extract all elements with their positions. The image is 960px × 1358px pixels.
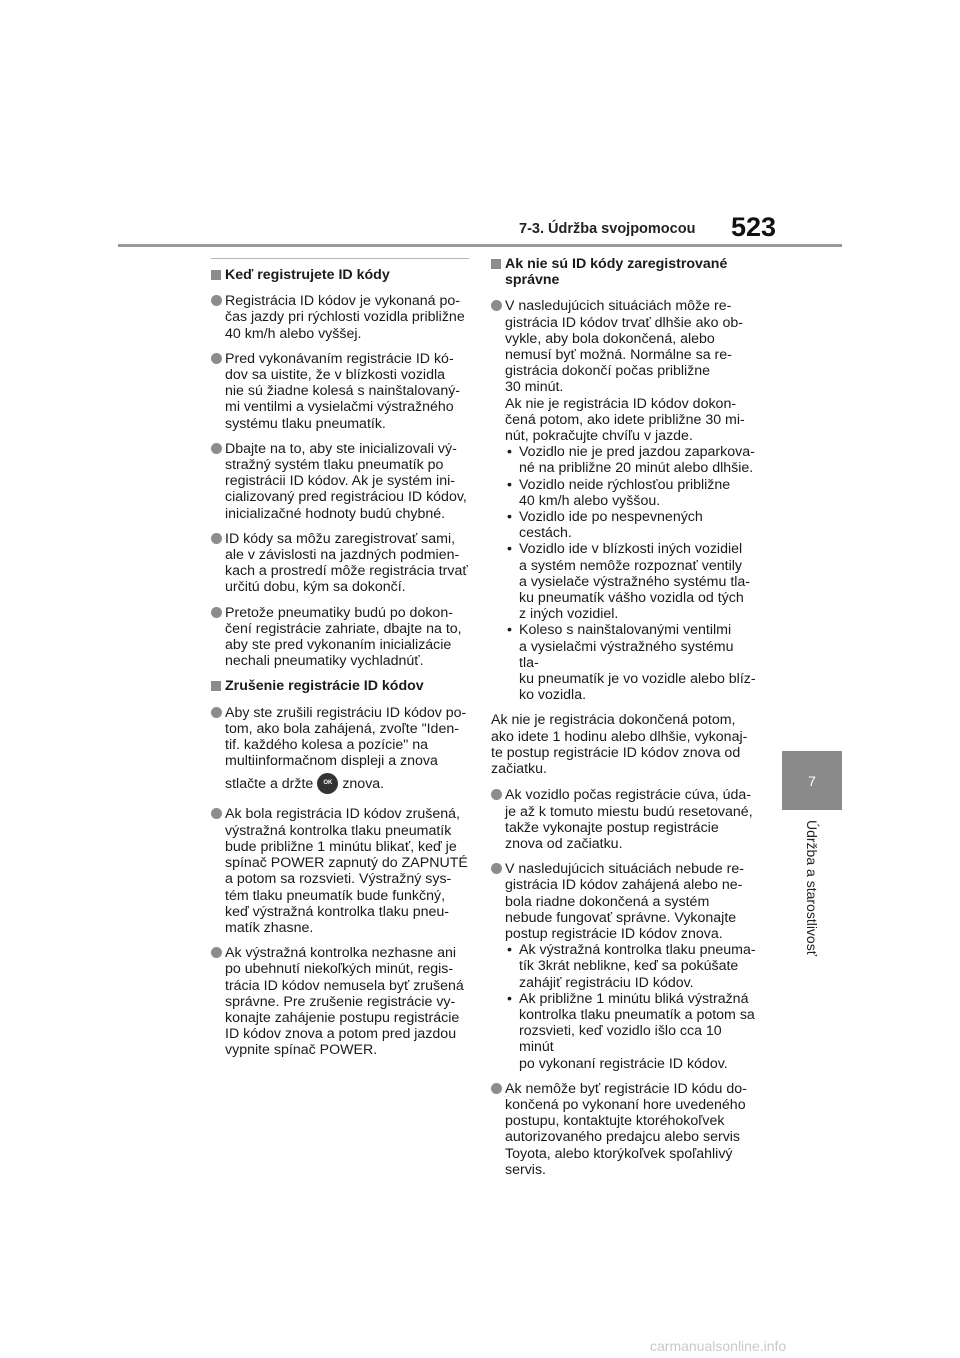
text-line: 40 km/h alebo vyššej. [225,325,362,342]
text-line: ku pneumatík vášho vozidla od tých [519,590,744,607]
section-header-title: 7-3. Údržba svojpomocou [519,221,696,237]
text-line: • Vozidlo ide po nespevnených cestách. [519,509,703,542]
text-line: registrácii ID kódov. Ak je systém ini- [225,473,455,490]
list-item [211,605,469,670]
text-line: nemusí byť možná. Normálne sa re- [505,347,732,364]
chapter-title: Údržba a starostlivosť [804,820,820,956]
text-line: • Ak výstražná kontrolka tlaku pneuma- [519,942,756,959]
text-line: inicializačné hodnoty budú chybné. [225,505,446,522]
text-line: čas jazdy pri rýchlosti vozidla približne [225,309,465,326]
chapter-number: 7 [808,772,816,789]
text-line: 30 minút. [505,379,564,396]
text-line: Ak nie je registrácia dokončená potom, [491,712,736,729]
text-line: znova od začiatku. [505,835,623,852]
text-line: gistrácia ID kódov zahájená alebo ne- [505,877,743,894]
bullet-item [505,509,757,541]
text-line: • Ak približne 1 minútu bliká výstražná [519,990,749,1007]
bullet-item [505,541,757,622]
text-line: aby ste pred vykonaním inicializácie [225,637,452,654]
section-items [211,806,469,1058]
list-item [211,293,469,342]
list-item [211,806,469,936]
text-line: tif. každého kolesa a pozície" na [225,737,428,754]
text-line: Ak vozidlo počas registrácie cúva, úda- [505,787,752,804]
list-item [211,351,469,432]
column-top-divider [211,258,469,259]
item-text [225,705,469,770]
text-line: začiatku. [491,761,547,778]
text-line: dov sa uistite, že v blízkosti vozidla [225,367,446,384]
text-line: nechali pneumatiky vychladnúť. [225,653,424,670]
item-text [505,298,757,444]
text-line: matík zhasne. [225,919,314,936]
text-line: tík 3krát neblikne, keď sa pokúšate [519,958,739,975]
text-line: ku pneumatík je vo vozidle alebo blíz- [519,671,756,688]
text-line: spínač POWER zapnutý do ZAPNUTÉ [225,855,468,872]
text-line: • Koleso s nainštalovanými ventilmi [519,622,732,639]
right-column [491,256,757,1187]
text-line: gistrácia dokončí počas približne [505,363,711,380]
list-item [491,298,757,703]
list-item [491,787,757,852]
text-line: určitú dobu, kým sa dokončí. [225,579,406,596]
header-divider [118,244,842,247]
text-line: nie sú žiadne kolesá s nainštalovaný- [225,383,461,400]
text-line: je až k tomuto miestu budú resetované, [505,803,753,820]
text-line: ko vozidla. [519,687,587,704]
bullet-list [505,444,757,703]
text-line: Registrácia ID kódov je vykonaná po- [225,293,461,310]
text-line: Ak nie je registrácia ID kódov dokon- [505,395,737,412]
text-line: Pred vykonávaním registrácie ID kó- [225,350,454,367]
watermark: carmanualsonline.info [650,1338,787,1354]
text-line: Ak výstražná kontrolka nezhasne ani [225,945,457,962]
text-line: kach a prostredí môže registrácia trvať [225,563,468,580]
item-text-fragment: znova. [342,776,385,793]
text-line: takže vykonajte postup registrácie [505,819,719,836]
bullet-item [505,991,757,1072]
bullet-item [505,444,757,476]
paragraph [491,712,757,777]
text-line: bola riadne dokončená a systém [505,893,710,910]
item-text [505,1081,757,1178]
text-line: bude približne 1 minútu blikať, keď je [225,838,457,855]
section-heading: Keď registrujete ID kódy [211,267,469,283]
text-line: správne [505,272,560,289]
text-line: servis. [505,1161,546,1178]
text-line: trácia ID kódov nemusela byť zrušená [225,977,464,994]
text-line: a systém nemôže rozpoznať ventily [519,557,742,574]
text-line: Ak nie sú ID kódy zaregistrované [505,256,728,272]
item-text [505,861,757,942]
text-line: Ak nemôže byť registrácie ID kódu do- [505,1080,747,1097]
text-line: autorizovaného predajcu alebo servis [505,1129,741,1146]
text-line: z iných vozidiel. [519,606,619,623]
list-item [211,705,469,798]
text-line: a vysielače výstražného systému tla- [519,573,751,590]
text-line: čená potom, ako idete približne 30 mi- [505,411,745,428]
text-line: kontrolka tlaku pneumatík a potom sa [519,1006,755,1023]
text-line: ako idete 1 hodinu alebo dlhšie, vykonaj- [491,728,748,745]
text-line: 40 km/h alebo vyššou. [519,492,661,509]
text-line: zahájiť registráciu ID kódov. [519,974,694,991]
text-line: stražný systém tlaku pneumatík po [225,457,444,474]
text-line: V nasledujúcich situáciách môže re- [505,298,732,315]
text-line: V nasledujúcich situáciách nebude re- [505,861,744,878]
bullet-list [505,942,757,1072]
text-line: po vykonaní registrácie ID kódov. [519,1055,728,1072]
text-line: cializovaný pred registráciou ID kódov, [225,489,467,506]
list-item [211,945,469,1058]
text-line: tom, ako bola zahájená, zvoľte "Iden- [225,720,459,737]
text-line: nebude fungovať správne. Vykonajte [505,909,737,926]
section-items [211,293,469,669]
text-line: postupu, kontaktujte ktoréhokoľvek [505,1113,725,1130]
text-line: Ak bola registrácia ID kódov zrušená, [225,806,460,823]
text-line: systému tlaku pneumatík. [225,415,386,432]
text-line: nút, pokračujte chvíľu v jazde. [505,428,693,445]
text-line: Toyota, alebo ktorýkoľvek spoľahlivý [505,1145,733,1162]
text-line: a potom sa rozsvieti. Výstražný sys- [225,871,452,888]
list-item [491,861,757,1072]
text-line: Dbajte na to, aby ste inicializovali vý- [225,440,457,457]
text-line: vykle, aby bola dokončená, alebo [505,330,715,347]
text-line: konajte zahájenie postupu registrácie [225,1009,460,1026]
text-line: postup registrácie ID kódov znova. [505,925,723,942]
section-heading [491,256,757,288]
bullet-item [505,477,757,509]
text-line: výstražná kontrolka tlaku pneumatík [225,822,452,839]
text-line: né na približne 20 minút alebo dlhšie. [519,460,754,477]
bullet-item [505,622,757,703]
item-text-fragment: stlačte a držte [225,776,314,793]
list-item [491,1081,757,1178]
text-line: končená po vykonaní hore uvedeného [505,1096,746,1113]
item-text [505,787,757,852]
text-line: • Vozidlo nie je pred jazdou zaparkova- [519,444,755,461]
text-line: po ubehnutí niekoľkých minút, regis- [225,961,454,978]
text-line: a vysielačmi výstražného systému tla- [519,638,734,671]
list-item [211,441,469,522]
text-line: • Vozidlo neide rýchlosťou približne [519,476,731,493]
text-line: mi ventilmi a vysielačmi výstražného [225,399,454,416]
list-item [211,531,469,596]
text-line: • Vozidlo ide v blízkosti iných vozidiel [519,541,743,558]
text-line: gistrácia ID kódov trvať dlhšie ako ob- [505,314,743,331]
text-line: ale v závislosti na jazdných podmien- [225,547,460,564]
page-number: 523 [731,212,777,242]
bullet-item [505,942,757,991]
text-line: Aby ste zrušili registráciu ID kódov po- [225,704,467,721]
text-line: správne. Pre zrušenie registrácie vy- [225,993,456,1010]
text-line: ID kódov znova a potom pred jazdou [225,1026,457,1043]
chapter-tab[interactable] [782,751,842,810]
text-line: ID kódy sa môžu zaregistrovať sami, [225,530,456,547]
text-line: Pretože pneumatiky budú po dokon- [225,604,453,621]
item-text-with-button [225,772,469,797]
ok-button-icon: OK [317,773,338,794]
left-column [211,258,469,1068]
text-line: tém tlaku pneumatík bude funkčný, [225,887,446,904]
text-line: keď výstražná kontrolka tlaku pneu- [225,903,450,920]
text-line: te postup registrácie ID kódov znova od [491,744,741,761]
text-line: vypnite spínač POWER. [225,1042,378,1059]
text-line: multiinformačnom displeji a znova [225,753,438,770]
section-heading: Zrušenie registrácie ID kódov [211,678,469,694]
text-line: rozsvieti, keď vozidlo išlo cca 10 minút [519,1023,722,1056]
text-line: čení registrácie zahriate, dbajte na to, [225,620,462,637]
